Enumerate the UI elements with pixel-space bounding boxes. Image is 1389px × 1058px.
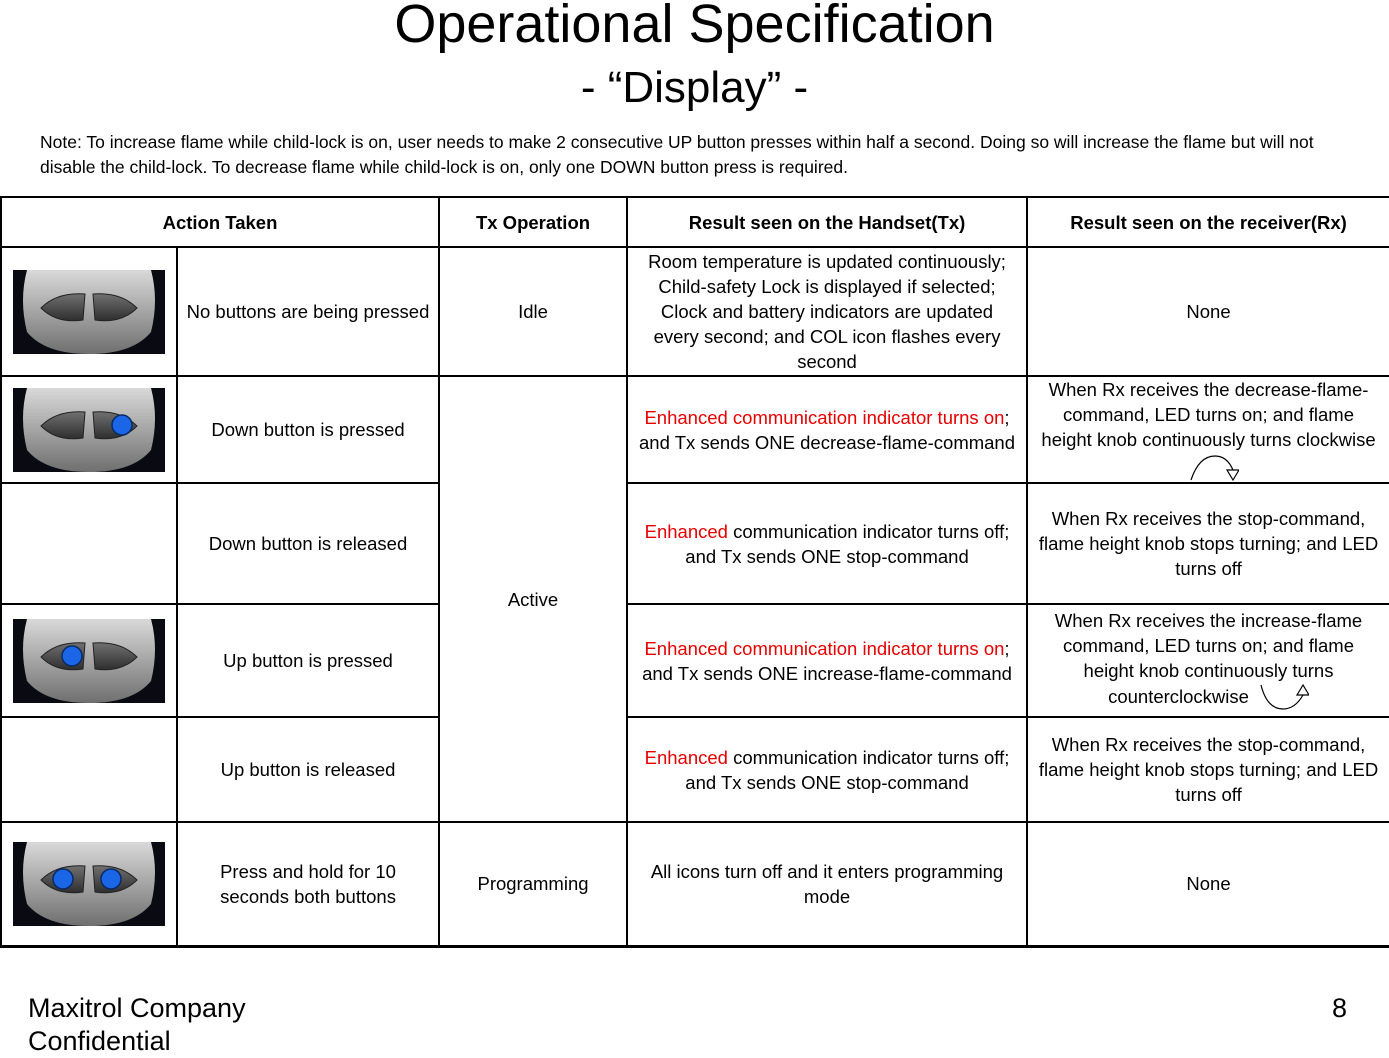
handset-text: ; and Tx sends ONE increase-flame-command — [642, 637, 1012, 684]
remote-image-cell — [1, 822, 177, 946]
tx-operation-cell: Idle — [439, 247, 627, 376]
remote-image-cell — [1, 604, 177, 717]
action-cell: Press and hold for 10 seconds both buttons — [177, 822, 439, 946]
clockwise-arrow-icon — [1187, 452, 1239, 482]
receiver-text: When Rx receives the increase-flame command, LED turns on; and flame height knob continuously turns counterclockwise — [1054, 610, 1363, 707]
counterclockwise-arrow-icon — [1257, 683, 1309, 713]
empty-image-cell — [1, 717, 177, 822]
action-cell: Up button is released — [177, 717, 439, 822]
receiver-result-cell — [1027, 376, 1389, 483]
remote-control-both-pressed-icon — [13, 842, 165, 926]
handset-result-cell — [627, 376, 1027, 483]
handset-result-cell: Room temperature is updated continuously; Child-safety Lock is displayed if selected; Clock and battery indicators are updated every second; and COL icon flashes every second — [627, 247, 1027, 376]
footer-company — [28, 992, 246, 1058]
handset-result-cell — [627, 604, 1027, 717]
table-row — [1, 822, 1389, 946]
header-receiver-result: Result seen on the receiver(Rx) — [1027, 197, 1389, 247]
action-cell: No buttons are being pressed — [177, 247, 439, 376]
action-cell: Up button is pressed — [177, 604, 439, 717]
spec-table — [0, 196, 1389, 948]
handset-text: ; and Tx sends ONE decrease-flame-command — [639, 406, 1016, 453]
table-header-row — [1, 197, 1389, 247]
action-cell: Down button is pressed — [177, 376, 439, 483]
highlight-text: Enhanced communication indicator turns on — [644, 406, 1005, 428]
table-row — [1, 483, 1389, 604]
action-cell: Down button is released — [177, 483, 439, 604]
tx-operation-cell: Programming — [439, 822, 627, 946]
header-handset-result: Result seen on the Handset(Tx) — [627, 197, 1027, 247]
receiver-result-cell: When Rx receives the stop-command, flame height knob stops turning; and LED turns off — [1027, 483, 1389, 604]
remote-image-cell — [1, 376, 177, 483]
header-action-taken: Action Taken — [1, 197, 439, 247]
highlight-text: Enhanced — [644, 746, 728, 768]
handset-result-cell: All icons turn off and it enters programming mode — [627, 822, 1027, 946]
highlight-text: Enhanced communication indicator turns on — [644, 637, 1005, 659]
receiver-result-cell: When Rx receives the stop-command, flame height knob stops turning; and LED turns off — [1027, 717, 1389, 822]
handset-result-cell — [627, 483, 1027, 604]
handset-text: communication indicator turns off; and Tx sends ONE stop-command — [685, 520, 1010, 567]
page-title: Operational Specification — [394, 0, 995, 54]
tx-operation-cell: Active — [439, 376, 627, 822]
header-tx-operation: Tx Operation — [439, 197, 627, 247]
table-row — [1, 717, 1389, 822]
table-row — [1, 604, 1389, 717]
note-text: Note: To increase flame while child-lock is on, user needs to make 2 consecutive UP button presses within half a second. Doing so will increase the flame but will not disable the child-lock. To decrease flame while child-lock is on, only one DOWN button press is required. — [40, 132, 1314, 177]
receiver-text: When Rx receives the decrease-flame-command, LED turns on; and flame height knob continuously turns clockwise — [1041, 379, 1376, 450]
highlight-text: Enhanced — [644, 520, 728, 542]
confidential-label: Confidential — [28, 1026, 171, 1056]
company-name: Maxitrol Company — [28, 993, 246, 1023]
receiver-result-cell: None — [1027, 247, 1389, 376]
table-row — [1, 376, 1389, 483]
remote-control-icon — [13, 270, 165, 354]
table-row — [1, 247, 1389, 376]
page-number: 8 — [1331, 993, 1347, 1023]
remote-image-cell — [1, 247, 177, 376]
handset-result-cell — [627, 717, 1027, 822]
handset-text: communication indicator turns off; and Tx sends ONE stop-command — [685, 746, 1010, 793]
remote-control-up-pressed-icon — [13, 619, 165, 703]
page-subtitle: - “Display” - — [580, 63, 809, 112]
remote-control-down-pressed-icon — [13, 388, 165, 472]
empty-image-cell — [1, 483, 177, 604]
receiver-result-cell: None — [1027, 822, 1389, 946]
receiver-result-cell — [1027, 604, 1389, 717]
